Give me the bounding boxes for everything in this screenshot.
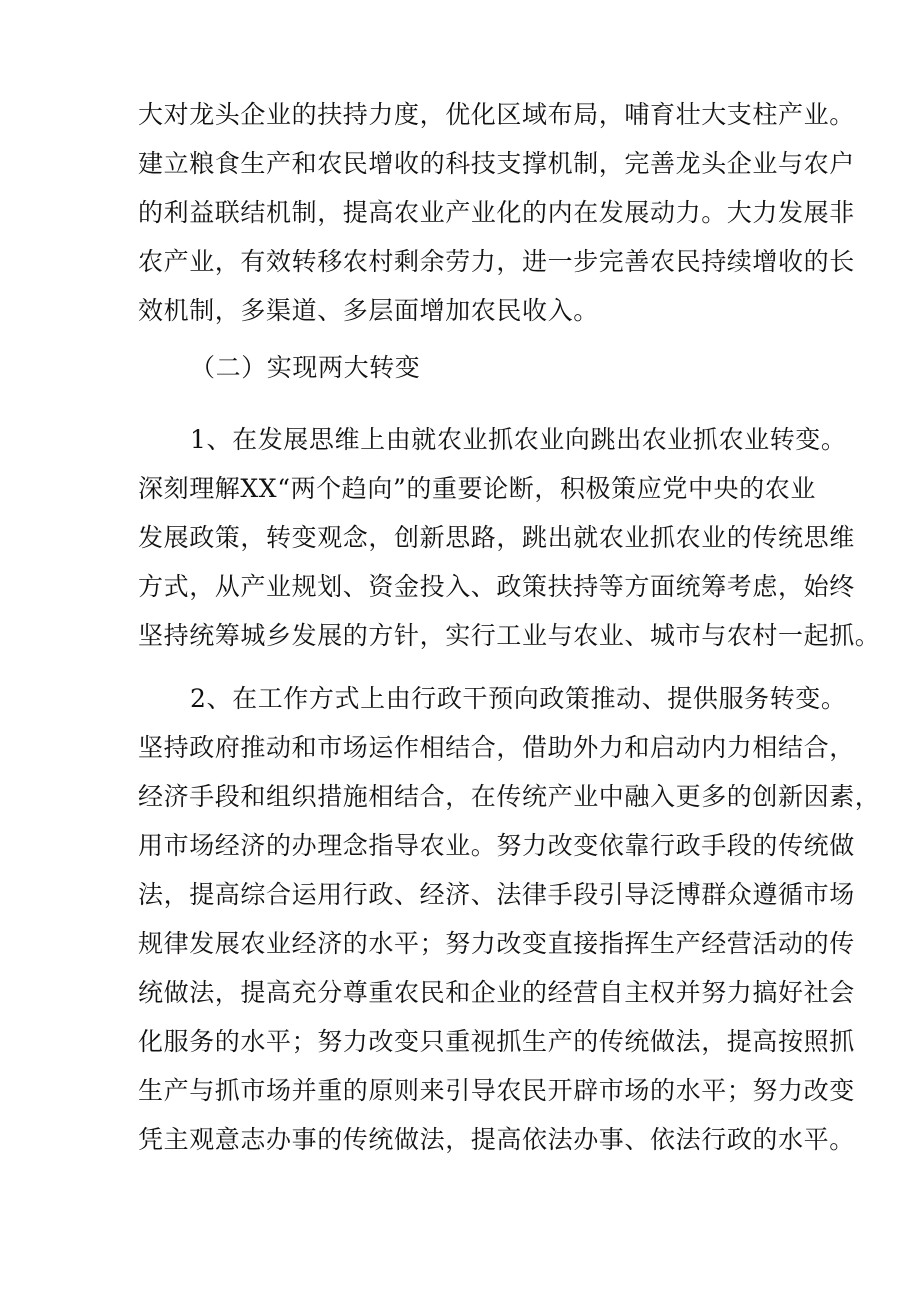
subsection-heading: 2、在工作方式上由行政干预向政策推动、提供服务转变。	[190, 684, 847, 713]
text-line: 方式，从产业规划、资金投入、政策扶持等方面统筹考虑，始终	[138, 572, 855, 601]
text-line: 坚持统筹城乡发展的方针，实行工业与农业、城市与农村一起抓。	[138, 621, 881, 650]
text-line: 凭主观意志办事的传统做法，提高依法办事、依法行政的水平。	[138, 1125, 855, 1154]
text-line: 发展政策，转变观念，创新思路，跳出就农业抓农业的传统思维	[138, 523, 855, 552]
text-line: 的利益联结机制，提高农业产业化的内在发展动力。大力发展非	[138, 198, 855, 227]
text-line: 大对龙头企业的扶持力度，优化区域布局，哺育壮大支柱产业。	[138, 100, 855, 129]
text-line: 化服务的水平；努力改变只重视抓生产的传统做法，提高按照抓	[138, 1027, 855, 1056]
text-line: 深刻理解XX“两个趋向”的重要论断，积极策应党中央的农业	[138, 474, 816, 503]
text-line: 农产业，有效转移农村剩余劳力，进一步完善农民持续增收的长	[138, 247, 855, 276]
text-line: 坚持政府推动和市场运作相结合，借助外力和启动内力相结合，	[138, 733, 855, 762]
text-line: 建立粮食生产和农民增收的科技支撑机制，完善龙头企业与农户	[138, 149, 855, 178]
text-line: 法，提高综合运用行政、经济、法律手段引导泛博群众遵循市场	[138, 880, 855, 909]
section-heading: （二）实现两大转变	[190, 353, 421, 382]
subsection-heading: 1、在发展思维上由就农业抓农业向跳出农业抓农业转变。	[190, 425, 847, 454]
text-line: 生产与抓市场并重的原则来引导农民开辟市场的水平；努力改变	[138, 1076, 855, 1105]
text-line: 用市场经济的办理念指导农业。努力改变依靠行政手段的传统做	[138, 831, 855, 860]
text-line: 统做法，提高充分尊重农民和企业的经营自主权并努力搞好社会	[138, 978, 855, 1007]
text-line: 规律发展农业经济的水平；努力改变直接指挥生产经营活动的传	[138, 929, 855, 958]
text-line: 效机制，多渠道、多层面增加农民收入。	[138, 296, 599, 325]
text-line: 经济手段和组织措施相结合，在传统产业中融入更多的创新因素，	[138, 782, 881, 811]
